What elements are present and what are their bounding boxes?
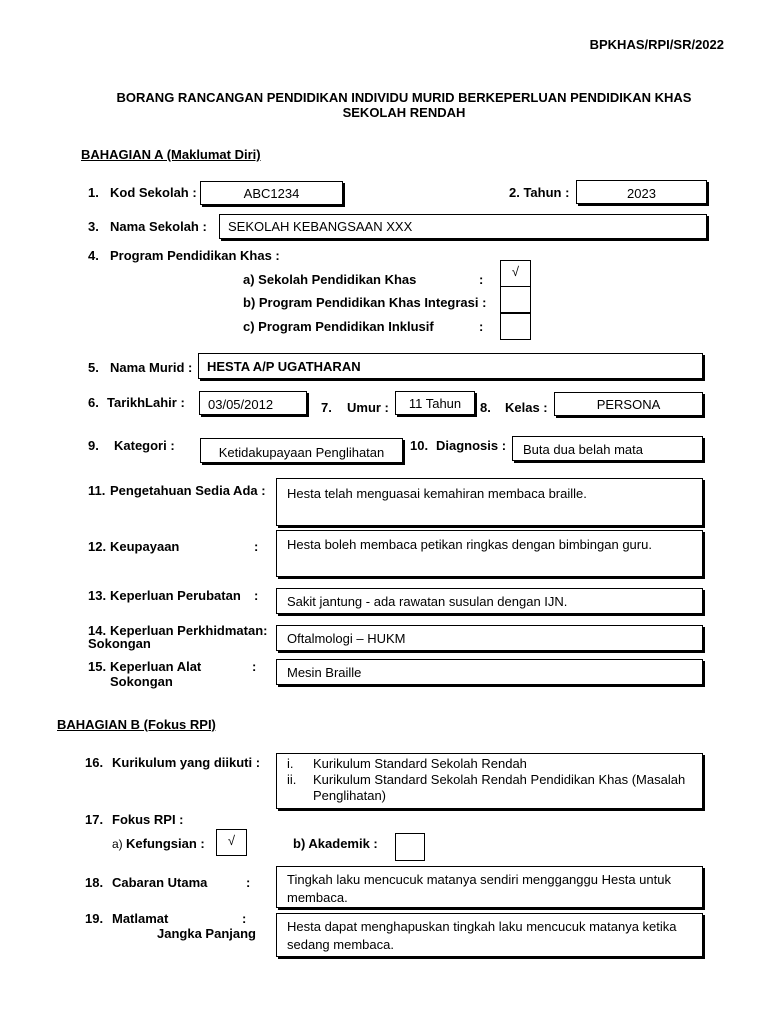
q10-label: Diagnosis : — [436, 438, 507, 453]
kelas-field[interactable] — [554, 392, 703, 416]
q1-number: 1. — [88, 185, 99, 200]
q14-label-line1: Keperluan Perkhidmatan: — [110, 623, 268, 638]
form-title-line1: BORANG RANCANGAN PENDIDIKAN INDIVIDU MURID BERKEPERLUAN PENDIDIKAN KHAS — [116, 90, 692, 105]
q4-option-a-label: a) Sekolah Pendidikan Khas — [243, 272, 417, 287]
q17-a-prefix: a) — [112, 837, 123, 851]
tahun-value: 2023 — [627, 186, 656, 201]
kefungsian-check-icon: √ — [227, 833, 236, 848]
kod-sekolah-field[interactable] — [200, 181, 343, 205]
cabaran-utama-value: Tingkah laku mencucuk matanya sendiri mengganggu Hesta untuk membaca. — [287, 872, 671, 905]
q12-colon: : — [254, 539, 259, 554]
q4-option-a-colon: : — [479, 272, 484, 287]
q3-label: Nama Sekolah : — [110, 219, 207, 234]
umur-value: 11 Tahun — [408, 396, 462, 411]
kurikulum-item: ii. Kurikulum Standard Sekolah Rendah Pendidikan Khas (Masalah Penglihatan) — [287, 772, 686, 803]
q4-option-c-label: c) Program Pendidikan Inklusif — [243, 319, 434, 334]
keperluan-alat-value: Mesin Braille — [287, 665, 362, 680]
q12-number: 12. — [88, 539, 107, 554]
q16-label: Kurikulum yang diikuti : — [112, 755, 261, 770]
q15-label-line1: Keperluan Alat — [110, 659, 202, 674]
q18-colon: : — [246, 875, 251, 890]
q13-label: Keperluan Perubatan — [110, 588, 241, 603]
matlamat-field[interactable] — [276, 913, 703, 957]
pengetahuan-sedia-ada-value: Hesta telah menguasai kemahiran membaca braille. — [287, 486, 587, 501]
kurikulum-item: i. Kurikulum Standard Sekolah Rendah — [287, 756, 527, 771]
q8-label: Kelas : — [505, 400, 548, 415]
q7-number: 7. — [321, 400, 332, 415]
matlamat-value: Hesta dapat menghapuskan tingkah laku mencucuk matanya ketika sedang membaca. — [287, 919, 677, 952]
diagnosis-field[interactable] — [512, 436, 703, 461]
q19-label-line2: Jangka Panjang — [157, 926, 256, 941]
q14-number: 14. — [88, 623, 107, 638]
keperluan-perkhidmatan-value: Oftalmologi – HUKM — [287, 631, 406, 646]
q13-number: 13. — [88, 588, 107, 603]
q9-label: Kategori : — [114, 438, 175, 453]
q13-colon: : — [254, 588, 259, 603]
keupayaan-value: Hesta boleh membaca petikan ringkas dengan bimbingan guru. — [287, 537, 652, 552]
q17-a-label: Kefungsian : — [126, 836, 205, 851]
section-b-heading: BAHAGIAN B (Fokus RPI) — [57, 717, 216, 732]
cabaran-utama-field[interactable] — [276, 866, 703, 908]
q11-label: Pengetahuan Sedia Ada : — [110, 483, 266, 498]
q14-label-line2: Sokongan — [88, 636, 151, 651]
q3-number: 3. — [88, 219, 99, 234]
q17-b-label: b) Akademik : — [293, 836, 378, 851]
keupayaan-field[interactable] — [276, 530, 703, 577]
q16-number: 16. — [85, 755, 104, 770]
q7-label: Umur : — [347, 400, 389, 415]
q15-colon: : — [252, 659, 257, 674]
umur-field[interactable] — [395, 391, 475, 415]
kod-sekolah-value: ABC1234 — [243, 186, 300, 201]
kurikulum-field[interactable] — [276, 753, 703, 809]
q1-label: Kod Sekolah : — [110, 185, 197, 200]
q19-colon: : — [242, 911, 247, 926]
keperluan-perubatan-value: Sakit jantung - ada rawatan susulan dengan IJN. — [287, 594, 568, 609]
q18-label: Cabaran Utama — [112, 875, 208, 890]
nama-sekolah-field[interactable] — [219, 214, 707, 239]
q19-number: 19. — [85, 911, 104, 926]
q2-label: 2. Tahun : — [509, 185, 570, 200]
form-title-line2: SEKOLAH RENDAH — [342, 105, 466, 120]
tahun-field[interactable] — [576, 180, 707, 204]
tarikh-lahir-value: 03/05/2012 — [208, 397, 274, 412]
pengetahuan-sedia-ada-field[interactable] — [276, 478, 703, 526]
q4-option-c-checkbox[interactable] — [500, 313, 531, 340]
q17-label: Fokus RPI : — [112, 812, 184, 827]
kategori-value: Ketidakupayaan Penglihatan — [218, 445, 385, 460]
q9-number: 9. — [88, 438, 99, 453]
tarikh-lahir-field[interactable] — [199, 391, 307, 415]
q19-label-line1: Matlamat — [112, 911, 169, 926]
kurikulum-list — [287, 756, 694, 804]
q8-number: 8. — [480, 400, 491, 415]
kategori-field[interactable] — [200, 438, 403, 463]
q17-number: 17. — [85, 812, 104, 827]
q4-option-a-checkbox[interactable] — [500, 260, 531, 287]
akademik-checkbox[interactable] — [395, 833, 425, 861]
nama-murid-value: HESTA A/P UGATHARAN — [207, 359, 361, 374]
q5-label: Nama Murid : — [110, 360, 193, 375]
kelas-value: PERSONA — [596, 397, 661, 412]
q4-option-b-checkbox[interactable] — [500, 286, 531, 313]
q4-label: Program Pendidikan Khas : — [110, 248, 280, 263]
document-code: BPKHAS/RPI/SR/2022 — [589, 37, 724, 52]
diagnosis-value: Buta dua belah mata — [523, 442, 643, 457]
q4-option-c-colon: : — [479, 319, 484, 334]
q5-number: 5. — [88, 360, 99, 375]
keperluan-perkhidmatan-field[interactable] — [276, 625, 703, 651]
keperluan-perubatan-field[interactable] — [276, 588, 703, 614]
nama-murid-field[interactable] — [198, 353, 703, 379]
q15-number: 15. — [88, 659, 107, 674]
nama-sekolah-value: SEKOLAH KEBANGSAAN XXX — [228, 219, 413, 234]
q4-option-a-check-icon: √ — [511, 264, 520, 279]
kefungsian-checkbox[interactable] — [216, 829, 247, 856]
q4-number: 4. — [88, 248, 99, 263]
q12-label: Keupayaan — [110, 539, 180, 554]
keperluan-alat-field[interactable] — [276, 659, 703, 685]
q11-number: 11. — [88, 483, 106, 498]
section-a-heading: BAHAGIAN A (Maklumat Diri) — [81, 147, 261, 162]
q18-number: 18. — [85, 875, 104, 890]
q4-option-b-label: b) Program Pendidikan Khas Integrasi : — [243, 295, 487, 310]
q10-number: 10. — [410, 438, 429, 453]
q15-label-line2: Sokongan — [110, 674, 173, 689]
q6-number: 6. — [88, 395, 99, 410]
q6-label: TarikhLahir : — [107, 395, 185, 410]
